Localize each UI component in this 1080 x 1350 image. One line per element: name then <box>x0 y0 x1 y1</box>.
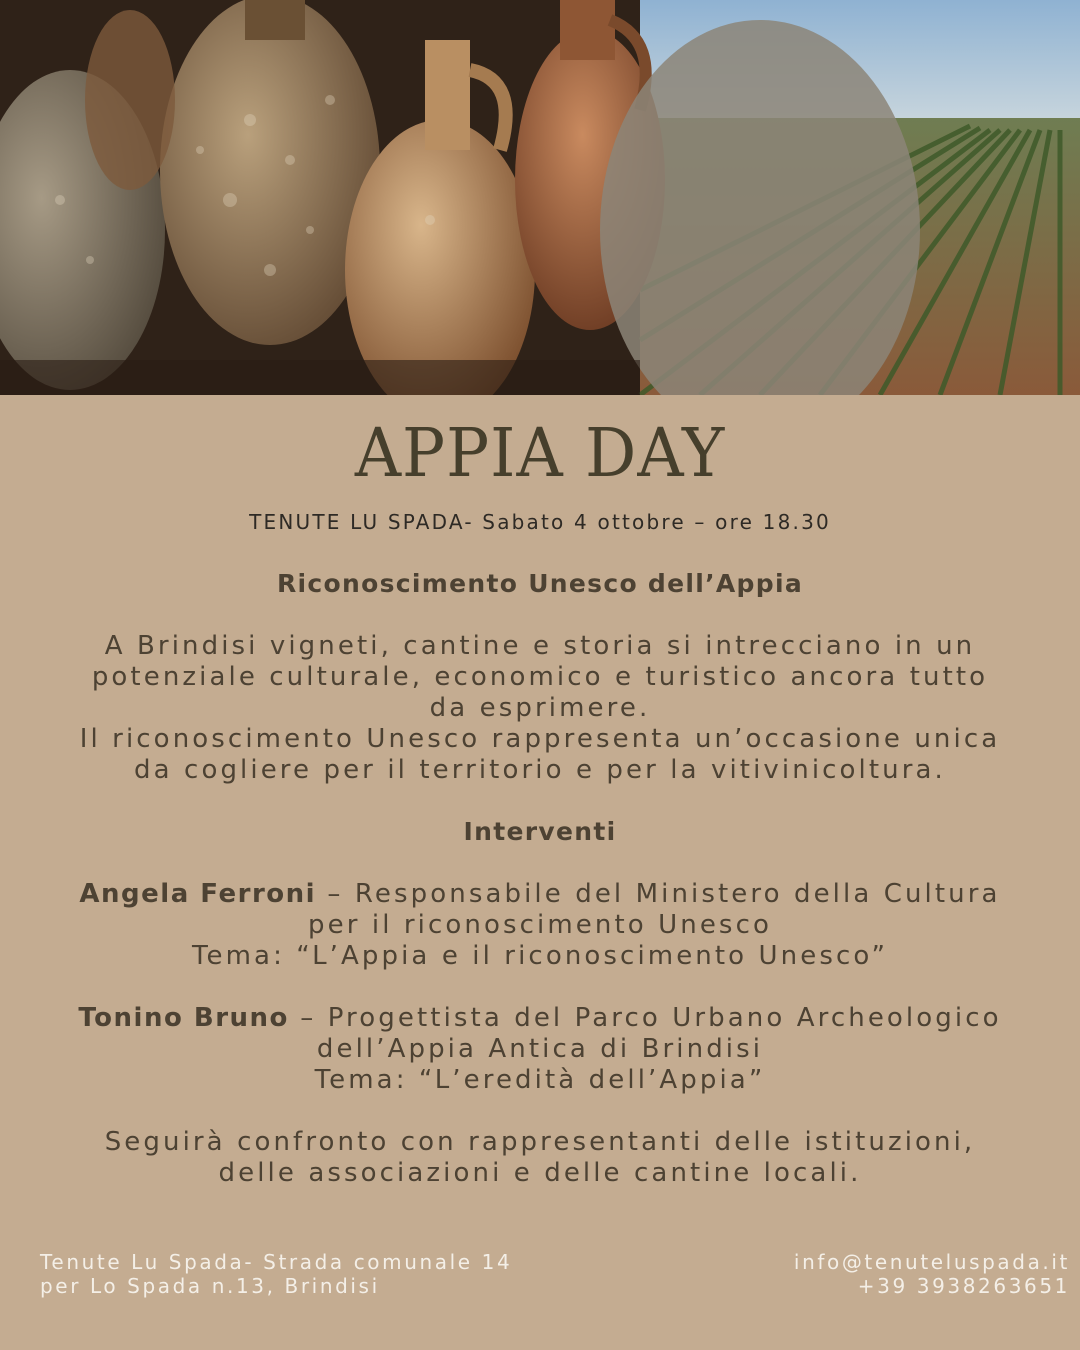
speaker-block <box>40 879 1040 972</box>
email-link[interactable]: info@tenuteluspada.it <box>793 1250 1070 1274</box>
speaker-theme: Tema: “L’Appia e il riconoscimento Unesco” <box>191 941 889 971</box>
intro-line: Il riconoscimento Unesco rappresenta un’occasione unica <box>79 724 1001 754</box>
phone-link[interactable]: +39 3938263651 <box>857 1274 1070 1298</box>
speaker-role: – Progettista del Parco Urbano Archeologico <box>288 1003 1002 1033</box>
talks-heading: Interventi <box>463 817 617 846</box>
intro-paragraph <box>40 631 1040 786</box>
speaker-line <box>40 1003 1040 1034</box>
intro-line: da esprimere. <box>429 693 651 723</box>
speaker-block <box>40 1003 1040 1096</box>
event-title: APPIA DAY <box>354 415 726 493</box>
speaker-theme: Tema: “L’eredità dell’Appia” <box>314 1065 766 1095</box>
amphorae-vineyard-illustration <box>0 0 1080 395</box>
intro-line: A Brindisi vigneti, cantine e storia si intrecciano in un <box>104 631 976 661</box>
intro-heading: Riconoscimento Unesco dell’Appia <box>277 569 803 598</box>
address-line: Tenute Lu Spada- Strada comunale 14 <box>40 1250 513 1274</box>
speaker-name: Tonino Bruno <box>78 1003 289 1033</box>
hero-image <box>0 0 1080 395</box>
speaker-name: Angela Ferroni <box>79 879 317 909</box>
closing-paragraph <box>40 1127 1040 1189</box>
speaker-role-continued: per il riconoscimento Unesco <box>308 910 772 940</box>
address-line: per Lo Spada n.13, Brindisi <box>40 1274 380 1298</box>
intro-line: da cogliere per il territorio e per la vitivinicoltura. <box>134 755 946 785</box>
intro-line: potenziale culturale, economico e turistico ancora tutto <box>91 662 989 692</box>
closing-line: delle associazioni e delle cantine locali. <box>218 1158 862 1188</box>
speaker-line <box>40 879 1040 910</box>
speaker-role: – Responsabile del Ministero della Cultura <box>316 879 1001 909</box>
speaker-role-continued: dell’Appia Antica di Brindisi <box>316 1034 764 1064</box>
footer-address <box>40 1250 512 1298</box>
event-content <box>0 395 1080 1350</box>
event-subtitle: TENUTE LU SPADA- Sabato 4 ottobre – ore 18.30 <box>249 510 831 534</box>
closing-line: Seguirà confronto con rappresentanti delle istituzioni, <box>104 1127 976 1157</box>
footer-contacts <box>794 1250 1070 1298</box>
